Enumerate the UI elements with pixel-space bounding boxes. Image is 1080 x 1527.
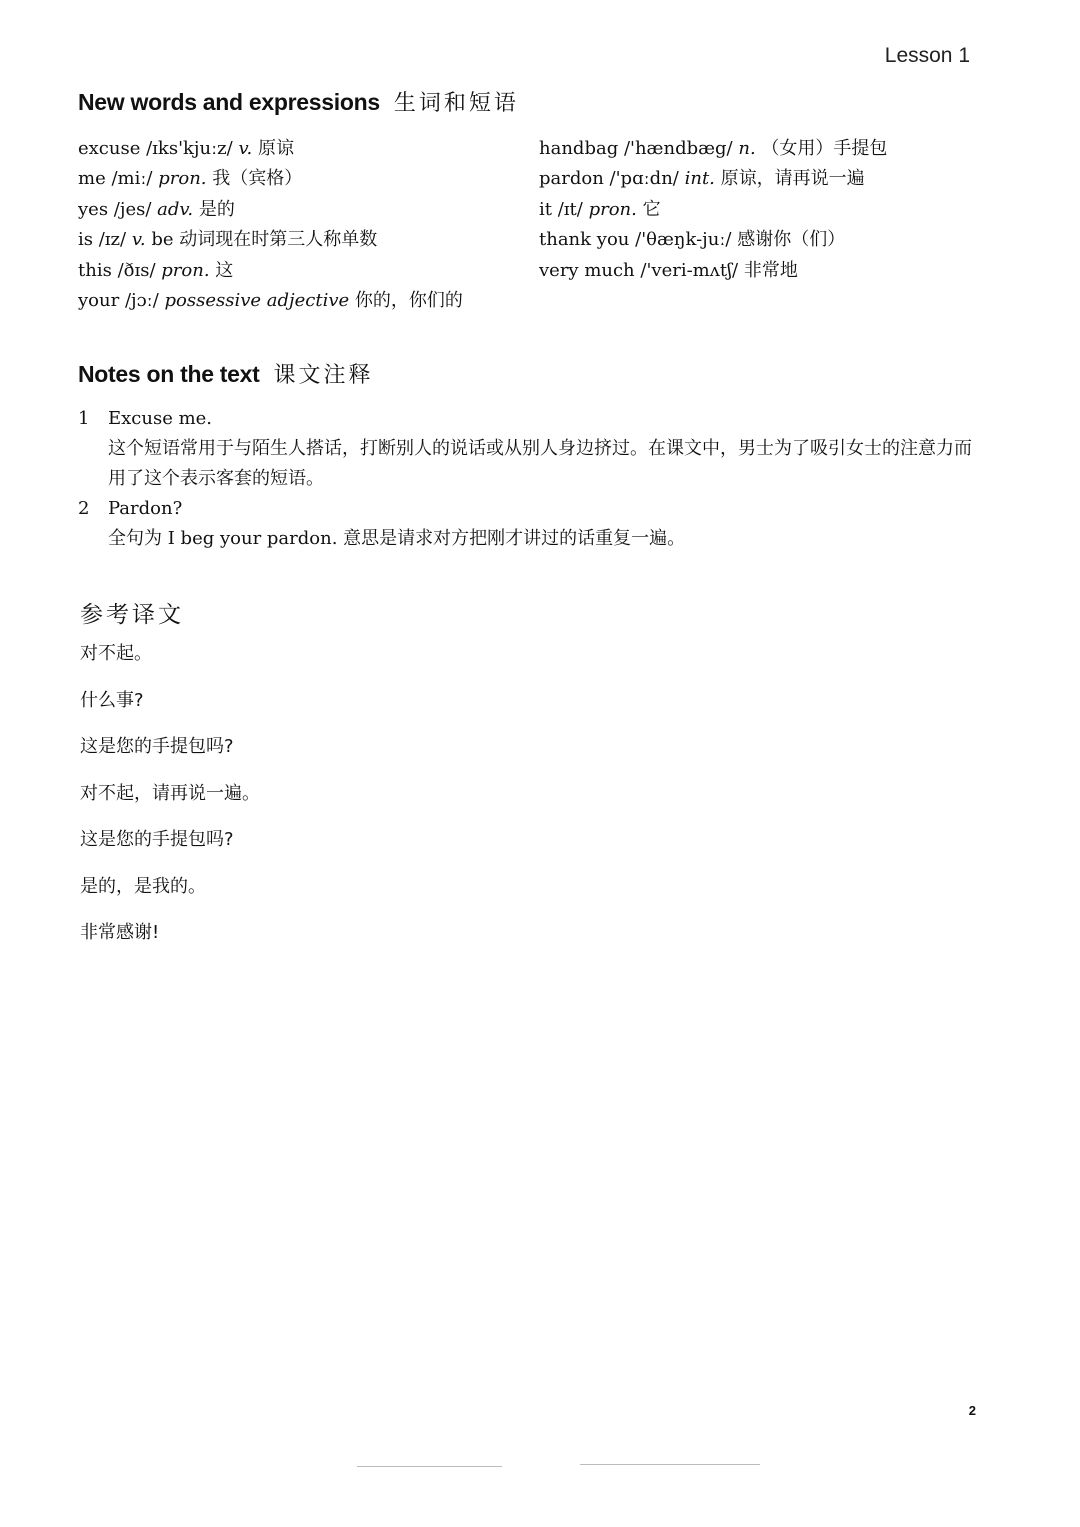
vocab-heading-zh: 生词和短语: [393, 91, 519, 116]
lesson-header: Lesson 1: [884, 44, 970, 67]
note-number: 2: [78, 498, 90, 519]
vocab-column-right: [539, 134, 979, 286]
translation-line: 这是您的手提包吗?: [80, 736, 234, 757]
vocab-heading: [78, 86, 519, 117]
vocab-word: thank you: [539, 229, 630, 251]
translation-line: 这是您的手提包吗?: [80, 829, 234, 850]
vocab-column-left: [78, 134, 518, 316]
vocab-meaning: 原谅，请再说一遍: [720, 168, 865, 190]
vocab-pos: v.: [131, 229, 146, 251]
translation-list: [80, 636, 260, 962]
note-title-text: Pardon?: [108, 498, 183, 519]
vocab-phonetic: /'θæŋk-juː/: [635, 229, 732, 251]
translation-line: 是的，是我的。: [80, 875, 206, 897]
note-title: [78, 494, 978, 524]
translation-line: 对不起，请再说一遍。: [80, 782, 260, 804]
vocab-entry: [539, 256, 979, 286]
note-title-text: Excuse me.: [108, 408, 213, 429]
vocab-meaning: 非常地: [743, 259, 798, 281]
translation-line: 对不起。: [80, 643, 152, 664]
vocab-word: your: [78, 289, 120, 311]
vocab-entry: [539, 195, 979, 225]
vocab-meaning: 这: [215, 259, 234, 281]
vocab-entry: [78, 225, 518, 255]
vocab-entry: [78, 134, 518, 164]
translation-line: 非常感谢!: [80, 922, 160, 943]
notes-heading-zh: 课文注释: [273, 363, 374, 388]
translation-heading: 参考译文: [80, 602, 184, 628]
notes-heading-en: Notes on the text: [78, 361, 260, 387]
translation-line: 什么事?: [80, 689, 144, 711]
vocab-pos: pron.: [158, 168, 207, 190]
note-body: 这个短语常用于与陌生人搭话，打断别人的说话或从别人身边挤过。在课文中，男士为了吸引女士的注意力而用了这个表示客套的短语。: [108, 438, 972, 489]
vocab-meaning: （女用）手提包: [761, 138, 888, 159]
vocab-entry: [78, 195, 518, 225]
vocab-word: pardon: [539, 168, 604, 190]
vocab-phonetic: /ɪks'kjuːz/: [146, 138, 233, 159]
vocab-pos: pron.: [588, 198, 637, 220]
vocab-meaning: be 动词现在时第三人称单数: [151, 229, 378, 251]
vocab-pos: n.: [738, 138, 756, 159]
vocab-entry: [78, 164, 518, 194]
vocab-entry: [539, 225, 979, 255]
vocab-pos: pron.: [161, 259, 210, 281]
vocab-pos: int.: [684, 168, 715, 190]
vocab-word: handbag: [539, 138, 619, 159]
vocab-phonetic: /'veri-mʌtʃ/: [640, 259, 739, 281]
vocab-heading-en: New words and expressions: [78, 89, 380, 115]
vocab-meaning: 感谢你（们）: [737, 229, 846, 251]
notes-list: [78, 404, 978, 554]
vocab-word: me: [78, 168, 106, 190]
note-number: 1: [78, 408, 90, 429]
scan-artifact: [357, 1466, 502, 1467]
vocab-word: yes: [78, 198, 109, 220]
vocab-entry: [539, 134, 979, 164]
vocab-phonetic: /'hændbæg/: [623, 138, 733, 159]
page-number: 2: [968, 1403, 976, 1418]
vocab-phonetic: /ɪz/: [98, 229, 127, 251]
vocab-phonetic: /jes/: [113, 198, 152, 220]
vocab-meaning: 是的: [198, 198, 235, 220]
vocab-phonetic: /ɪt/: [557, 198, 583, 220]
vocab-pos: adv.: [157, 198, 194, 220]
vocab-word: excuse: [78, 138, 141, 159]
vocab-meaning: 原谅: [257, 138, 294, 159]
note-item: [78, 404, 978, 494]
vocab-phonetic: /'pɑːdn/: [609, 168, 679, 190]
vocab-word: very much: [539, 259, 635, 281]
scan-artifact: [580, 1464, 760, 1465]
vocab-entry: [78, 286, 518, 316]
vocab-word: this: [78, 259, 112, 281]
vocab-word: it: [539, 198, 552, 220]
vocab-word: is: [78, 229, 93, 251]
vocab-entry: [539, 164, 979, 194]
vocab-meaning: 我（宾格）: [212, 168, 303, 190]
vocab-pos: possessive adjective: [164, 289, 350, 311]
notes-heading: [78, 358, 374, 389]
vocab-meaning: 它: [642, 198, 661, 220]
vocab-entry: [78, 256, 518, 286]
vocab-meaning: 你的，你们的: [354, 289, 463, 311]
vocab-phonetic: /miː/: [111, 168, 153, 190]
note-body: 全句为 I beg your pardon. 意思是请求对方把刚才讲过的话重复一遍。: [108, 528, 686, 549]
vocab-phonetic: /ðɪs/: [117, 259, 156, 281]
note-item: [78, 494, 978, 554]
vocab-phonetic: /jɔː/: [124, 289, 159, 311]
note-title: [78, 404, 978, 434]
vocab-pos: v.: [238, 138, 253, 159]
